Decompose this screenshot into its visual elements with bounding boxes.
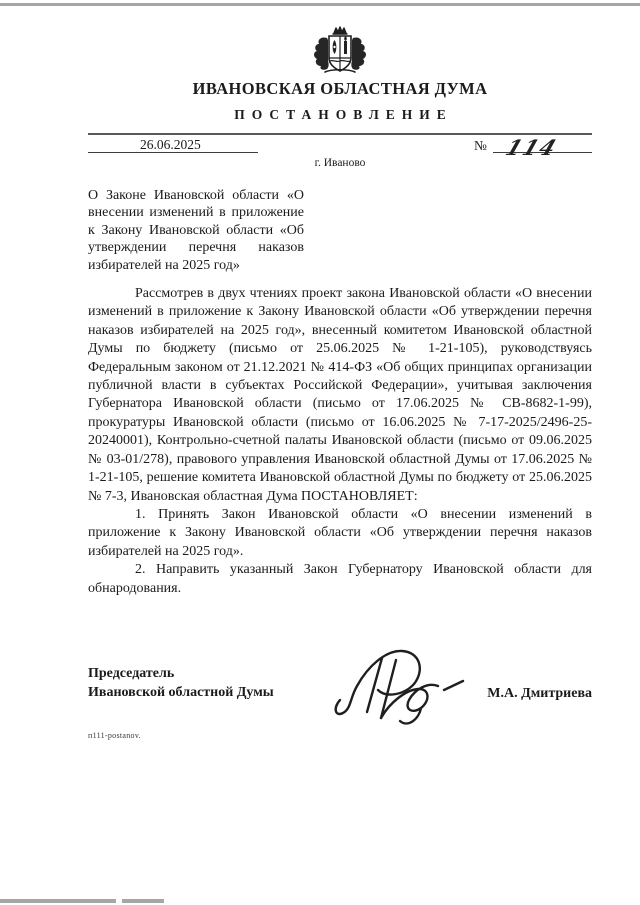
body-paragraph: Рассмотрев в двух чтениях проект закона Ивановской области «О внесении изменений в приложение к Закону Ивановской области «Об утверждении перечня наказов избирателей на 2025 год», внесенный комитетом Ивановской областной Думы по бюджету (письмо от 25.06.2025 № 1-21-105), руководствуясь Федеральным законом от 21.12.2021 № 414-ФЗ «Об общих принципах организации публичной власти в субъектах Российской Федерации», учитывая заключения Губернатора Ивановской области (письмо от 17.06.2025 № СВ-8682-1-99), прокуратуры Ивановской области (письмо от 16.06.2025 № 7-17-2025/2496-25-20240001), Контрольно-счетной палаты Ивановской области (письмо от 09.06.2025 № 03-01/278), правового управления Ивановской областной Думы от 17.06.2025 № 1-21-105, решение комитета Ивановской областной Думы по бюджету от 25.06.2025 № 7-3, Ивановская областная Дума ПОСТАНОВЛЯЕТ:: [88, 286, 592, 504]
signer-role-line2: Ивановской областной Думы: [88, 685, 274, 701]
number-line: [493, 130, 592, 160]
coat-of-arms-icon: [88, 0, 592, 76]
date-field: [88, 137, 258, 153]
scan-edge-bottom: [122, 899, 164, 903]
city-line: г. Иваново: [314, 157, 366, 169]
signature-block: [88, 664, 592, 718]
meta-row: [88, 135, 592, 160]
document-type-title: ПОСТАНОВЛЕНИЕ: [234, 107, 453, 122]
date-value: 26.06.2025: [140, 137, 201, 152]
signature-icon: [326, 638, 468, 726]
org-name: ИВАНОВСКАЯ ОБЛАСТНАЯ ДУМА: [192, 79, 488, 98]
signer-name: М.А. Дмитриева: [487, 685, 592, 701]
scan-edge-top: [0, 3, 640, 6]
signer-role: [88, 664, 328, 703]
number-field: [474, 130, 592, 160]
document-body: [88, 285, 592, 598]
scan-edge-bottom: [0, 899, 116, 903]
number-label: №: [474, 138, 487, 153]
signer-role-line1: Председатель: [88, 665, 175, 681]
document-subject: О Законе Ивановской области «О внесении изменений в приложение к Закону Ивановской области «Об утверждении перечня наказов избирателей на 2025 год»: [88, 188, 304, 273]
handwritten-number: 114: [502, 135, 562, 160]
file-code: п111-postanov.: [88, 730, 141, 740]
body-paragraph: 2. Направить указанный Закон Губернатору Ивановской области для обнародования.: [88, 562, 592, 596]
body-paragraph: 1. Принять Закон Ивановской области «О внесении изменений в приложение к Закону Ивановской области «Об утверждении перечня наказов избирателей на 2025 год».: [88, 506, 592, 559]
